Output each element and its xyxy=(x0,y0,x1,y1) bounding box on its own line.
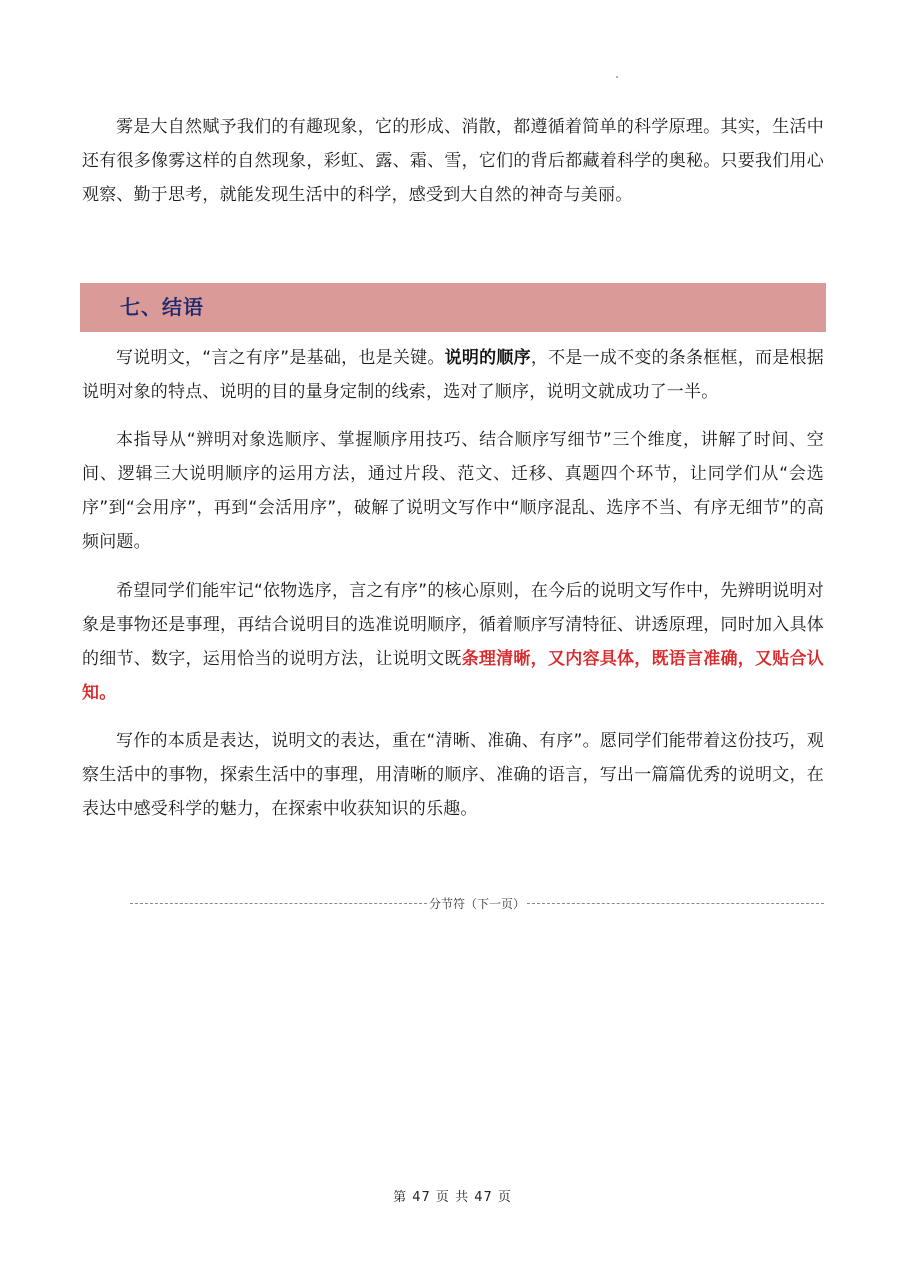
dashed-line-right xyxy=(527,903,824,904)
section-break xyxy=(130,893,824,913)
paragraph-text: ，不是一成不变的条条框框，而是根据说明对象的特点、说明的目的量身定制的线索，选对了顺序，说明文就成功了一半。 xyxy=(82,348,824,402)
paragraph-hope xyxy=(82,574,824,710)
paragraph-text: 希望同学们能牢记“依物选序，言之有序”的核心原则，在今后的说明文写作中，先辨明说明对象是事物还是事理，再结合说明目的选准说明顺序，循着顺序写清特征、讲透原理，同时加入具体的细节、数字，运用恰当的说明方法，让说明文既 xyxy=(82,581,824,669)
section-heading: 七、结语 xyxy=(120,295,204,319)
paragraph-order-importance xyxy=(82,341,824,409)
section-heading-bar xyxy=(80,283,826,332)
red-emphasis: 条理清晰，又内容具体，既语言准确，又贴合认知。 xyxy=(82,649,824,703)
paragraph-guide-summary: 本指导从“辨明对象选顺序、掌握顺序用技巧、结合顺序写细节”三个维度，讲解了时间、空间、逻辑三大说明顺序的运用方法，通过片段、范文、迁移、真题四个环节，让同学们从“会选序”到“会用序”，再到“会活用序”，破解了说明文写作中“顺序混乱、选序不当、有序无细节”的高频问题。 xyxy=(82,430,824,552)
bold-emphasis: 说明的顺序 xyxy=(444,348,531,368)
page-number-footer: 第 47 页 共 47 页 xyxy=(393,1190,512,1205)
paragraph-closing: 写作的本质是表达，说明文的表达，重在“清晰、准确、有序”。愿同学们能带着这份技巧，观察生活中的事物，探索生活中的事理，用清晰的顺序、准确的语言，写出一篇篇优秀的说明文，在表达中感受科学的魅力，在探索中收获知识的乐趣。 xyxy=(82,731,824,819)
section-break-label: 分节符（下一页） xyxy=(429,896,526,911)
stray-dot xyxy=(616,76,618,78)
intro-paragraph: 雾是大自然赋予我们的有趣现象，它的形成、消散，都遵循着简单的科学原理。其实，生活中还有很多像雾这样的自然现象，彩虹、露、霜、雪，它们的背后都藏着科学的奥秘。只要我们用心观察、勤于思考，就能发现生活中的科学，感受到大自然的神奇与美丽。 xyxy=(82,117,824,205)
paragraph-text: 写说明文，“言之有序”是基础，也是关键。 xyxy=(116,348,445,368)
dashed-line-left xyxy=(130,903,427,904)
